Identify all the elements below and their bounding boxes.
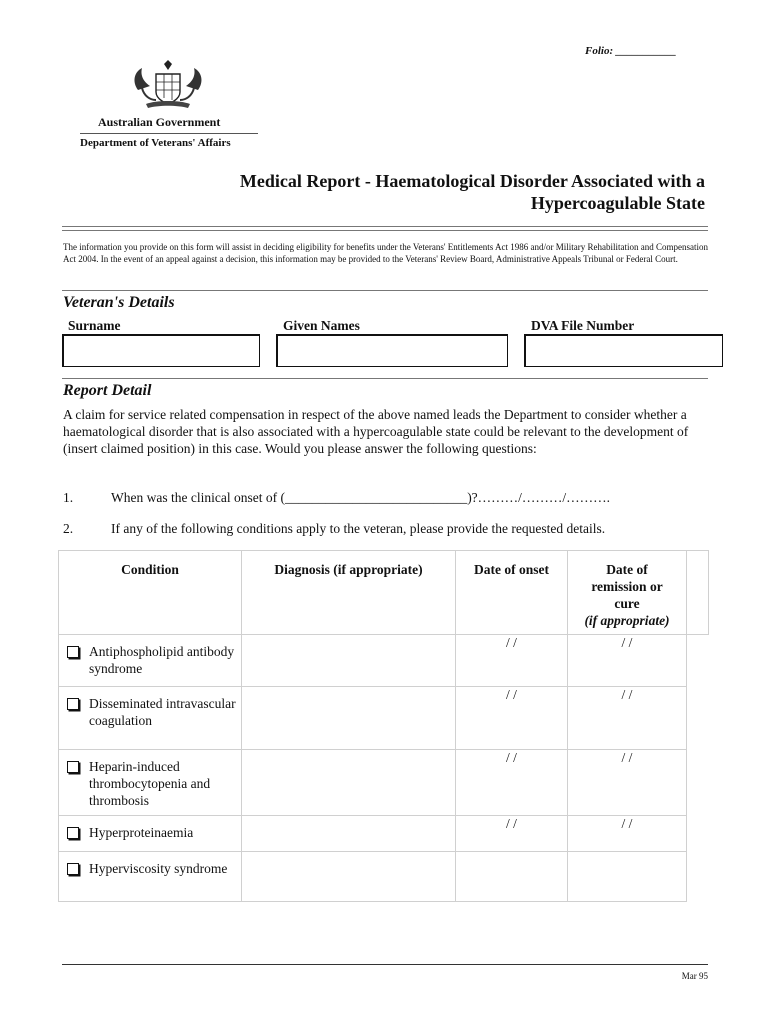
spacer-cell — [687, 635, 709, 687]
dva-file-number-label: DVA File Number — [531, 318, 635, 333]
onset-date-cell[interactable] — [456, 852, 568, 902]
condition-label: Heparin-induced thrombocytopenia and thrombosis — [89, 759, 211, 808]
onset-date-cell[interactable]: / / — [456, 635, 568, 687]
title-divider-1 — [62, 226, 708, 227]
table-row — [59, 852, 709, 902]
logo-divider — [80, 133, 258, 134]
condition-cell — [59, 852, 242, 902]
spacer-cell — [687, 852, 709, 902]
condition-cell — [59, 750, 242, 816]
section-divider-report — [62, 378, 708, 379]
page-title-line-2: Hypercoagulable State — [530, 193, 705, 213]
remission-date-cell[interactable]: / / — [568, 635, 687, 687]
extra-column-header — [687, 551, 709, 635]
table-row — [59, 750, 709, 816]
onset-date-cell[interactable]: / / — [456, 750, 568, 816]
title-divider-2 — [62, 230, 708, 231]
condition-cell — [59, 635, 242, 687]
report-paragraph: A claim for service related compensation in respect of the above named leads the Department to consider whether a haematological disorder that is also associated with a hypercoagulable state could be relevant to the development of (insert claimed position) in this case. Would you please answer the following questions: — [63, 407, 689, 456]
condition-cell — [59, 816, 242, 852]
remission-header-note: (if appropriate) — [584, 613, 670, 628]
condition-label: Hyperproteinaemia — [89, 825, 194, 840]
checkbox[interactable] — [67, 761, 79, 773]
folio-label: Folio: ___________ — [585, 45, 677, 57]
question-2-number: 2. — [63, 521, 74, 536]
intro-text: The information you provide on this form will assist in deciding eligibility for benefits under the Veterans' Entitlements Act 1986 and/or Military Rehabilitation and Compensation Act 2004. In the event of an appeal against a decision, this information may be provided to the Veterans' Review Board, Administrative Appeals Tribunal or Federal Court. — [63, 242, 708, 264]
table-row — [59, 687, 709, 750]
given-names-label: Given Names — [283, 318, 360, 333]
question-1-number: 1. — [63, 490, 74, 505]
remission-column-header — [568, 551, 687, 635]
condition-cell — [59, 687, 242, 750]
surname-input[interactable] — [62, 334, 260, 367]
question-1-text: When was the clinical onset of (___________________________)?………/………/………. — [111, 490, 611, 505]
report-detail-heading: Report Detail — [63, 382, 152, 399]
page-title-line-1: Medical Report - Haematological Disorder Associated with a — [239, 171, 705, 191]
remission-date-cell[interactable]: / / — [568, 816, 687, 852]
section-divider-veteran — [62, 290, 708, 291]
diagnosis-cell[interactable] — [242, 816, 456, 852]
question-2-text: If any of the following conditions apply to the veteran, please provide the requested details. — [111, 521, 606, 536]
diagnosis-cell[interactable] — [242, 852, 456, 902]
remission-date-cell[interactable] — [568, 852, 687, 902]
footer-divider — [62, 964, 708, 965]
conditions-table — [58, 550, 709, 902]
spacer-cell — [687, 750, 709, 816]
checkbox[interactable] — [67, 646, 79, 658]
spacer-cell — [687, 687, 709, 750]
table-row — [59, 635, 709, 687]
condition-label: Antiphospholipid antibody syndrome — [89, 644, 235, 676]
table-row — [59, 816, 709, 852]
department-name: Department of Veterans' Affairs — [80, 137, 231, 149]
onset-date-cell[interactable]: / / — [456, 816, 568, 852]
onset-date-cell[interactable]: / / — [456, 687, 568, 750]
form-date-code: Mar 95 — [681, 971, 708, 981]
dva-file-number-input[interactable] — [524, 334, 723, 367]
condition-column-header: Condition — [59, 551, 242, 635]
spacer-cell — [687, 816, 709, 852]
diagnosis-column-header: Diagnosis (if appropriate) — [242, 551, 456, 635]
diagnosis-cell[interactable] — [242, 750, 456, 816]
government-name: Australian Government — [98, 115, 221, 129]
remission-date-cell[interactable]: / / — [568, 687, 687, 750]
given-names-input[interactable] — [276, 334, 508, 367]
checkbox[interactable] — [67, 698, 79, 710]
condition-label: Hyperviscosity syndrome — [89, 861, 228, 876]
table-header-row — [59, 551, 709, 635]
remission-header-text: Date of remission or cure — [591, 562, 663, 611]
diagnosis-cell[interactable] — [242, 687, 456, 750]
diagnosis-cell[interactable] — [242, 635, 456, 687]
checkbox[interactable] — [67, 827, 79, 839]
condition-label: Disseminated intravascular coagulation — [89, 696, 236, 728]
onset-column-header: Date of onset — [456, 551, 568, 635]
remission-date-cell[interactable]: / / — [568, 750, 687, 816]
surname-label: Surname — [68, 318, 121, 333]
page-title — [145, 170, 705, 214]
veteran-details-heading: Veteran's Details — [63, 294, 175, 311]
checkbox[interactable] — [67, 863, 79, 875]
coat-of-arms-logo — [128, 60, 208, 112]
